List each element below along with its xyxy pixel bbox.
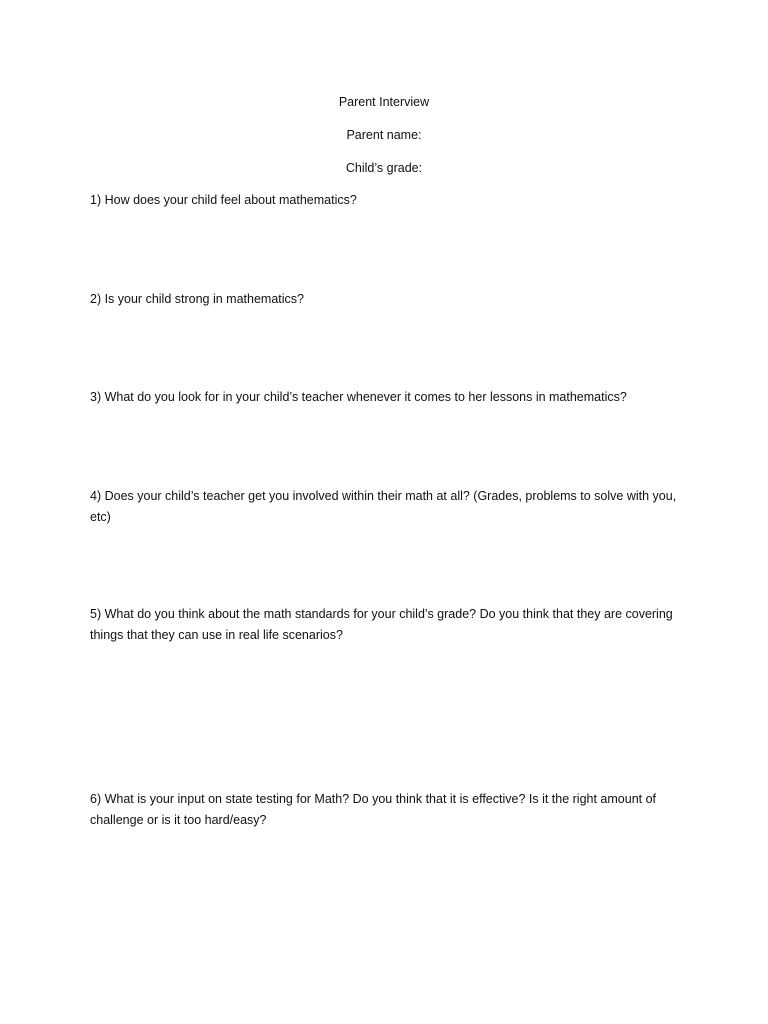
question-5: 5) What do you think about the math standards for your child’s grade? Do you think that they are covering things that they can use in real life scenarios? [90,607,673,642]
question-6: 6) What is your input on state testing for Math? Do you think that it is effective? Is it the right amount of challenge or is it too hard/easy? [90,792,657,827]
question-3: 3) What do you look for in your child’s teacher whenever it comes to her lessons in mathematics? [90,390,627,404]
child-grade-label: Child’s grade: [345,161,423,175]
question-4: 4) Does your child’s teacher get you involved within their math at all? (Grades, problems to solve with you, etc) [90,489,677,524]
document-title: Parent Interview [338,95,430,109]
question-2: 2) Is your child strong in mathematics? [90,292,304,306]
question-1: 1) How does your child feel about mathematics? [90,193,357,207]
parent-name-label: Parent name: [346,128,422,142]
